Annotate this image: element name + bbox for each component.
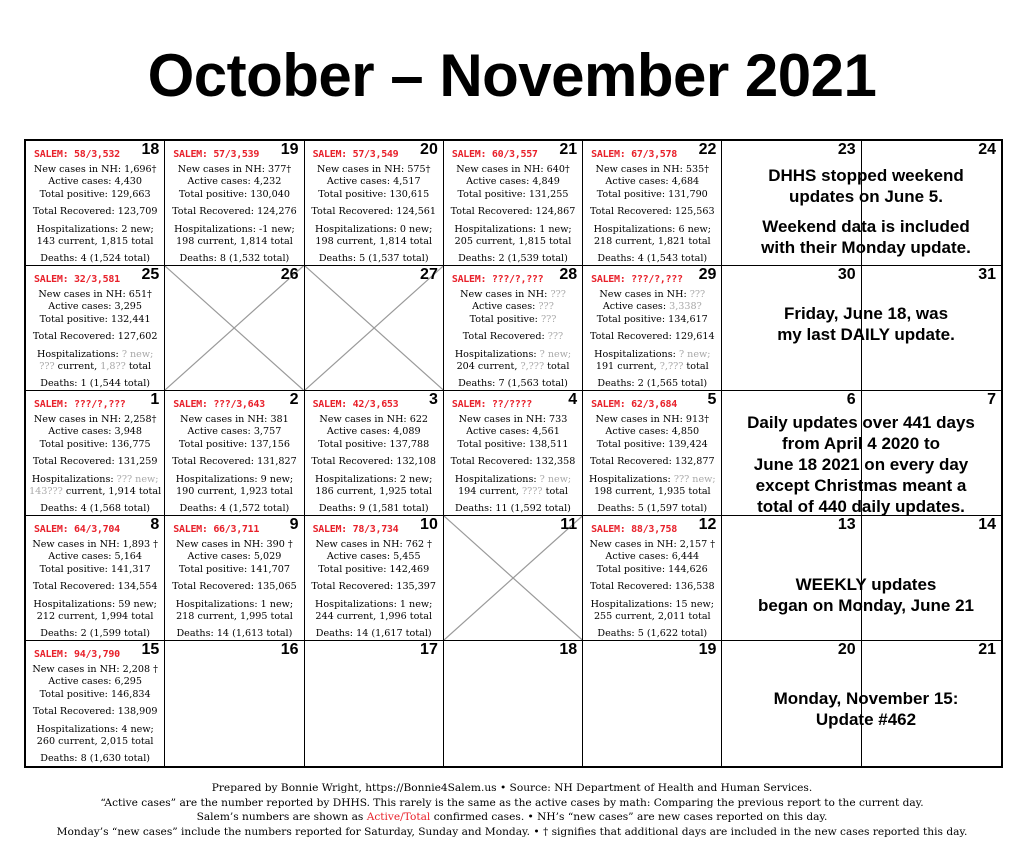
stat-hosp-current: 143 current, 1,815 total (36, 236, 154, 248)
stat-deaths: Deaths: 7 (1,563 total) (458, 378, 568, 390)
stat-hosp-new: Hospitalizations: ? new; (454, 473, 572, 485)
stat-total-positive: Total positive: 134,617 (596, 313, 708, 325)
stat-total-positive: Total positive: 141,317 (39, 563, 151, 575)
nh-stats (167, 414, 301, 516)
day-cell (305, 141, 444, 266)
salem-cases: SALEM: 57/3,549 (312, 149, 399, 160)
day-cell (26, 266, 165, 391)
day-number: 21 (559, 141, 578, 158)
day-number: 24 (978, 141, 996, 158)
stat-active-cases: Active cases: 4,089 (326, 426, 421, 438)
stat-new-cases: New cases in NH: 2,157 † (589, 539, 716, 550)
stat-hosp-current: 218 current, 1,821 total (593, 236, 711, 248)
nh-stats (307, 164, 441, 266)
day-number: 31 (978, 266, 996, 283)
stat-total-recovered: Total Recovered: 124,276 (172, 206, 297, 218)
nh-stats (28, 539, 162, 641)
nh-stats (585, 164, 719, 266)
note-line: DHHS stopped weekend (768, 166, 964, 185)
salem-cases: SALEM: 88/3,758 (591, 524, 677, 535)
stat-hosp-new: Hospitalizations: 15 new; (590, 598, 714, 610)
day-number: 17 (420, 641, 438, 658)
stat-active-cases: Active cases: 3,948 (48, 426, 143, 438)
stat-total-recovered: Total Recovered: 138,909 (32, 706, 158, 718)
day-cell (583, 141, 722, 266)
stat-deaths: Deaths: 5 (1,622 total) (597, 628, 708, 640)
nh-stats (28, 289, 162, 391)
stat-total-positive: Total positive: 141,707 (178, 563, 290, 575)
stat-hosp-new: Hospitalizations: ? new; (594, 348, 711, 360)
stat-total-positive: Total positive: 139,424 (596, 438, 708, 450)
stat-hosp-current: 143??? current, 1,914 total (29, 486, 162, 498)
footer-text: confirmed cases. • NH’s “new cases” are new cases reported on this day. (430, 811, 828, 824)
stat-hosp-new: Hospitalizations: 59 new; (33, 598, 157, 610)
day-number: 20 (837, 641, 856, 658)
day-number: 16 (280, 641, 299, 658)
day-cell (444, 141, 583, 266)
note-line: updates on June 5. (789, 187, 943, 206)
footer-credit: Prepared by Bonnie Wright, https://Bonnie4Salem.us • Source: NH Department of Health and Human Services. (211, 782, 813, 794)
day-number: 21 (978, 641, 996, 658)
stat-hosp-current: 198 current, 1,814 total (315, 236, 433, 248)
note-line: Update #462 (815, 710, 917, 729)
stat-total-positive: Total positive: 131,255 (457, 188, 569, 200)
stat-active-cases: Active cases: 4,517 (326, 176, 421, 188)
stat-active-cases: Active cases: 4,232 (187, 176, 282, 188)
page-title: October – November 2021 (147, 42, 877, 109)
day-number: 9 (289, 516, 299, 533)
day-cell (165, 516, 304, 641)
day-number: 1 (150, 391, 160, 408)
day-number: 26 (280, 266, 299, 283)
salem-cases: SALEM: ???/?,??? (34, 399, 126, 410)
stat-total-positive: Total positive: ??? (469, 313, 557, 325)
nh-stats (28, 414, 162, 516)
salem-cases: SALEM: 62/3,684 (591, 399, 677, 410)
stat-hosp-current: 191 current, ?,??? total (595, 361, 709, 373)
stat-new-cases: New cases in NH: 381 (180, 414, 289, 425)
stat-new-cases: New cases in NH: 640† (456, 164, 570, 175)
day-number: 3 (428, 391, 438, 408)
day-cell (165, 641, 304, 766)
stat-total-recovered: Total Recovered: 131,259 (32, 456, 158, 468)
note-line: from April 4 2020 to (781, 434, 941, 453)
day-cell (26, 516, 165, 641)
stat-hosp-current: 204 current, ?,??? total (456, 361, 570, 373)
day-cell (165, 266, 304, 391)
stat-deaths: Deaths: 4 (1,543 total) (597, 253, 708, 265)
day-number: 13 (837, 516, 856, 533)
day-number: 19 (280, 141, 299, 158)
day-number: 12 (698, 516, 717, 533)
stat-total-recovered: Total Recovered: 131,827 (172, 456, 297, 468)
stat-hosp-current: 260 current, 2,015 total (36, 736, 154, 748)
stat-deaths: Deaths: 8 (1,532 total) (179, 253, 290, 265)
day-number: 14 (978, 516, 996, 533)
stat-total-positive: Total positive: 130,040 (178, 188, 290, 200)
stat-deaths: Deaths: 14 (1,613 total) (176, 628, 293, 640)
footer-salem-note (0, 810, 1024, 825)
stat-hosp-new: Hospitalizations: 1 new; (454, 223, 572, 235)
day-number: 19 (698, 641, 717, 658)
stat-active-cases: Active cases: 4,849 (466, 176, 560, 188)
day-cell (305, 641, 444, 766)
update-462-note (735, 688, 997, 730)
day-number: 25 (141, 266, 160, 283)
stat-new-cases: New cases in NH: 733 (458, 414, 568, 425)
stat-hosp-current: ??? current, 1,8?? total (39, 361, 152, 373)
no-data-cross (305, 266, 443, 390)
stat-deaths: Deaths: 2 (1,565 total) (597, 378, 708, 390)
nh-stats (167, 164, 301, 266)
day-cell (583, 391, 722, 516)
footer-active-total: Active/Total (366, 811, 431, 824)
stat-total-positive: Total positive: 132,441 (39, 313, 151, 325)
stat-deaths: Deaths: 2 (1,539 total) (458, 253, 568, 265)
day-number: 22 (698, 141, 717, 158)
stat-hosp-new: Hospitalizations: 0 new; (315, 223, 433, 235)
stat-total-recovered: Total Recovered: 127,602 (32, 331, 158, 343)
nh-stats (585, 414, 719, 516)
day-cell (26, 641, 165, 766)
stat-total-positive: Total positive: 137,788 (318, 438, 430, 450)
day-number: 18 (141, 141, 160, 158)
stat-hosp-new: Hospitalizations: 6 new; (593, 223, 711, 235)
stat-new-cases: New cases in NH: 390 † (176, 539, 293, 550)
stat-hosp-new: Hospitalizations: ? new; (36, 348, 154, 360)
stat-deaths: Deaths: 4 (1,568 total) (40, 503, 151, 515)
day-cell (165, 141, 304, 266)
stat-hosp-current: 255 current, 2,011 total (593, 611, 711, 623)
stat-total-recovered: Total Recovered: 135,397 (311, 581, 437, 593)
last-daily-note (735, 303, 997, 345)
stat-new-cases: New cases in NH: ??? (599, 289, 706, 300)
stat-total-recovered: Total Recovered: 125,563 (589, 206, 715, 218)
day-cell (26, 141, 165, 266)
stat-active-cases: Active cases: 4,430 (48, 176, 143, 188)
day-cell (305, 266, 444, 391)
day-number: 6 (846, 391, 856, 408)
note-line: June 18 2021 on every day (753, 455, 969, 474)
salem-cases: SALEM: 32/3,581 (34, 274, 120, 285)
salem-cases: SALEM: 67/3,578 (591, 149, 677, 160)
stat-active-cases: Active cases: 5,164 (48, 551, 143, 563)
stat-hosp-current: 218 current, 1,995 total (176, 611, 293, 623)
stat-total-positive: Total positive: 144,626 (596, 563, 708, 575)
footer-text: Salem’s numbers are shown as (196, 811, 367, 824)
stat-hosp-new: Hospitalizations: 9 new; (175, 473, 294, 485)
day-number: 8 (150, 516, 160, 533)
note-line: Daily updates over 441 days (747, 413, 975, 432)
stat-hosp-new: Hospitalizations: ? new; (454, 348, 572, 360)
stat-total-positive: Total positive: 142,469 (318, 563, 430, 575)
day-number: 20 (420, 141, 438, 158)
nh-stats (585, 289, 719, 391)
stat-new-cases: New cases in NH: 622 (319, 414, 429, 425)
day-cell (583, 266, 722, 391)
stat-total-recovered: Total Recovered: 136,538 (589, 581, 715, 593)
stat-new-cases: New cases in NH: ??? (460, 289, 566, 300)
salem-cases: SALEM: 78/3,734 (312, 524, 399, 535)
stat-new-cases: New cases in NH: 762 † (315, 539, 432, 550)
day-cell (26, 391, 165, 516)
day-number: 15 (141, 641, 160, 658)
day-cell (305, 516, 444, 641)
stat-new-cases: New cases in NH: 535† (595, 164, 709, 175)
nh-stats (446, 164, 580, 266)
stat-deaths: Deaths: 5 (1,537 total) (318, 253, 429, 265)
stat-total-recovered: Total Recovered: 134,554 (32, 581, 158, 593)
day-number: 23 (837, 141, 856, 158)
stat-hosp-new: Hospitalizations: 1 new; (175, 598, 294, 610)
stat-total-recovered: Total Recovered: 129,614 (589, 331, 715, 343)
salem-cases: SALEM: ???/3,643 (173, 399, 265, 410)
nh-stats (585, 539, 719, 641)
day-cell (444, 266, 583, 391)
day-number: 27 (420, 266, 438, 283)
day-number: 2 (289, 391, 299, 408)
day-cell (583, 641, 722, 766)
day-cell (444, 391, 583, 516)
stat-new-cases: New cases in NH: 1,696† (33, 164, 157, 175)
stat-new-cases: New cases in NH: 2,208 † (32, 664, 158, 675)
stat-active-cases: Active cases: 6,295 (48, 676, 143, 688)
nh-stats (28, 664, 162, 766)
stat-active-cases: Active cases: 4,850 (605, 426, 700, 438)
day-number: 10 (420, 516, 438, 533)
nh-stats (167, 539, 301, 641)
day-cell (583, 516, 722, 641)
salem-cases: SALEM: 94/3,790 (34, 649, 120, 660)
stat-hosp-new: Hospitalizations: 4 new; (36, 723, 154, 735)
salem-cases: SALEM: ??/???? (451, 399, 532, 410)
footer-active-note: “Active cases” are the number reported by DHHS. This rarely is the same as the active cases by math: Comparing the previous report to the current day. (100, 796, 924, 809)
stat-hosp-current: 212 current, 1,994 total (36, 611, 154, 623)
stat-active-cases: Active cases: 3,338? (602, 301, 702, 313)
weekend-note (735, 165, 997, 258)
note-line: total of 440 daily updates. (757, 497, 965, 516)
stat-total-positive: Total positive: 137,156 (178, 438, 290, 450)
stat-hosp-new: Hospitalizations: 2 new; (315, 473, 433, 485)
stat-new-cases: New cases in NH: 575† (316, 164, 431, 175)
stat-deaths: Deaths: 1 (1,544 total) (40, 378, 151, 390)
daily-summary-note (722, 412, 1000, 517)
stat-new-cases: New cases in NH: 377† (177, 164, 292, 175)
footer-monday-note: Monday’s “new cases” include the numbers reported for Saturday, Sunday and Monday. • † signifies that additional days are included in the new cases reported this day. (56, 825, 968, 838)
salem-cases: SALEM: 66/3,711 (173, 524, 260, 535)
nh-stats (446, 289, 580, 391)
stat-total-positive: Total positive: 138,511 (457, 438, 569, 450)
stat-total-recovered: Total Recovered: 132,877 (589, 456, 715, 468)
stat-deaths: Deaths: 11 (1,592 total) (455, 503, 571, 515)
note-line: Friday, June 18, was (783, 304, 949, 323)
weekly-note (735, 574, 997, 616)
salem-cases: SALEM: 58/3,532 (34, 149, 120, 160)
stat-new-cases: New cases in NH: 1,893 † (32, 539, 158, 550)
stat-total-positive: Total positive: 146,834 (39, 688, 151, 700)
note-line: Weekend data is included (762, 217, 970, 236)
stat-hosp-new: Hospitalizations: -1 new; (174, 223, 295, 235)
stat-active-cases: Active cases: 4,684 (605, 176, 700, 188)
stat-hosp-current: 205 current, 1,815 total (454, 236, 572, 248)
stat-deaths: Deaths: 14 (1,617 total) (315, 628, 432, 640)
stat-active-cases: Active cases: 5,029 (187, 551, 282, 563)
stat-total-positive: Total positive: 130,615 (318, 188, 430, 200)
day-cell (165, 391, 304, 516)
stat-hosp-current: 186 current, 1,925 total (315, 486, 433, 498)
day-cell (444, 641, 583, 766)
note-line: except Christmas meant a (755, 476, 967, 495)
stat-hosp-current: 198 current, 1,935 total (593, 486, 711, 498)
stat-hosp-new: Hospitalizations: ??? new; (588, 473, 716, 485)
salem-cases: SALEM: 42/3,653 (312, 399, 399, 410)
day-cell (444, 516, 583, 641)
stat-deaths: Deaths: 4 (1,524 total) (40, 253, 151, 265)
stat-total-recovered: Total Recovered: 124,867 (450, 206, 576, 218)
day-number: 18 (559, 641, 578, 658)
stat-total-recovered: Total Recovered: 135,065 (172, 581, 297, 593)
stat-active-cases: Active cases: 5,455 (326, 551, 421, 563)
stat-total-recovered: Total Recovered: ??? (462, 331, 564, 343)
stat-deaths: Deaths: 9 (1,581 total) (318, 503, 429, 515)
note-line: Monday, November 15: (773, 689, 959, 708)
stat-total-positive: Total positive: 131,790 (596, 188, 708, 200)
stat-active-cases: Active cases: 4,561 (466, 426, 560, 438)
no-data-cross (444, 516, 582, 640)
nh-stats (307, 539, 441, 641)
stat-new-cases: New cases in NH: 2,258† (33, 414, 157, 425)
stat-active-cases: Active cases: 3,295 (48, 301, 143, 313)
stat-active-cases: Active cases: 3,757 (187, 426, 282, 438)
nh-stats (28, 164, 162, 266)
stat-deaths: Deaths: 4 (1,572 total) (179, 503, 290, 515)
day-number: 4 (568, 391, 578, 408)
salem-cases: SALEM: ???/?,??? (451, 274, 544, 285)
stat-hosp-new: Hospitalizations: ??? new; (31, 473, 159, 485)
stat-hosp-current: 190 current, 1,923 total (176, 486, 293, 498)
stat-hosp-current: 198 current, 1,814 total (176, 236, 293, 248)
day-number: 28 (559, 266, 578, 283)
stat-hosp-new: Hospitalizations: 2 new; (36, 223, 154, 235)
no-data-cross (165, 266, 303, 390)
day-number: 5 (707, 391, 717, 408)
stat-active-cases: Active cases: ??? (472, 301, 554, 313)
note-line: my last DAILY update. (777, 325, 955, 344)
nh-stats (307, 414, 441, 516)
day-number: 7 (987, 391, 996, 408)
stat-hosp-new: Hospitalizations: 1 new; (315, 598, 433, 610)
salem-cases: SALEM: 64/3,704 (34, 524, 120, 535)
day-cell (305, 391, 444, 516)
stat-deaths: Deaths: 5 (1,597 total) (597, 503, 708, 515)
note-line: with their Monday update. (761, 238, 971, 257)
stat-new-cases: New cases in NH: 913† (595, 414, 709, 425)
note-line: WEEKLY updates (795, 575, 937, 594)
stat-deaths: Deaths: 2 (1,599 total) (40, 628, 151, 640)
stat-new-cases: New cases in NH: 651† (38, 289, 152, 300)
stat-total-recovered: Total Recovered: 124,561 (311, 206, 437, 218)
salem-cases: SALEM: 60/3,557 (451, 149, 538, 160)
footer-notes (0, 781, 1024, 839)
day-number: 29 (698, 266, 717, 283)
note-line: began on Monday, June 21 (758, 596, 974, 615)
salem-cases: SALEM: ???/?,??? (591, 274, 683, 285)
stat-deaths: Deaths: 8 (1,630 total) (40, 753, 151, 765)
stat-total-recovered: Total Recovered: 132,108 (311, 456, 437, 468)
day-number: 30 (837, 266, 856, 283)
day-number: 11 (560, 516, 578, 533)
stat-hosp-current: 194 current, ???? total (458, 486, 568, 498)
stat-hosp-current: 244 current, 1,996 total (315, 611, 433, 623)
salem-cases: SALEM: 57/3,539 (173, 149, 260, 160)
stat-total-positive: Total positive: 129,663 (39, 188, 151, 200)
stat-total-recovered: Total Recovered: 123,709 (32, 206, 158, 218)
nh-stats (446, 414, 580, 516)
stat-total-positive: Total positive: 136,775 (39, 438, 151, 450)
stat-active-cases: Active cases: 6,444 (605, 551, 700, 563)
stat-total-recovered: Total Recovered: 132,358 (450, 456, 576, 468)
